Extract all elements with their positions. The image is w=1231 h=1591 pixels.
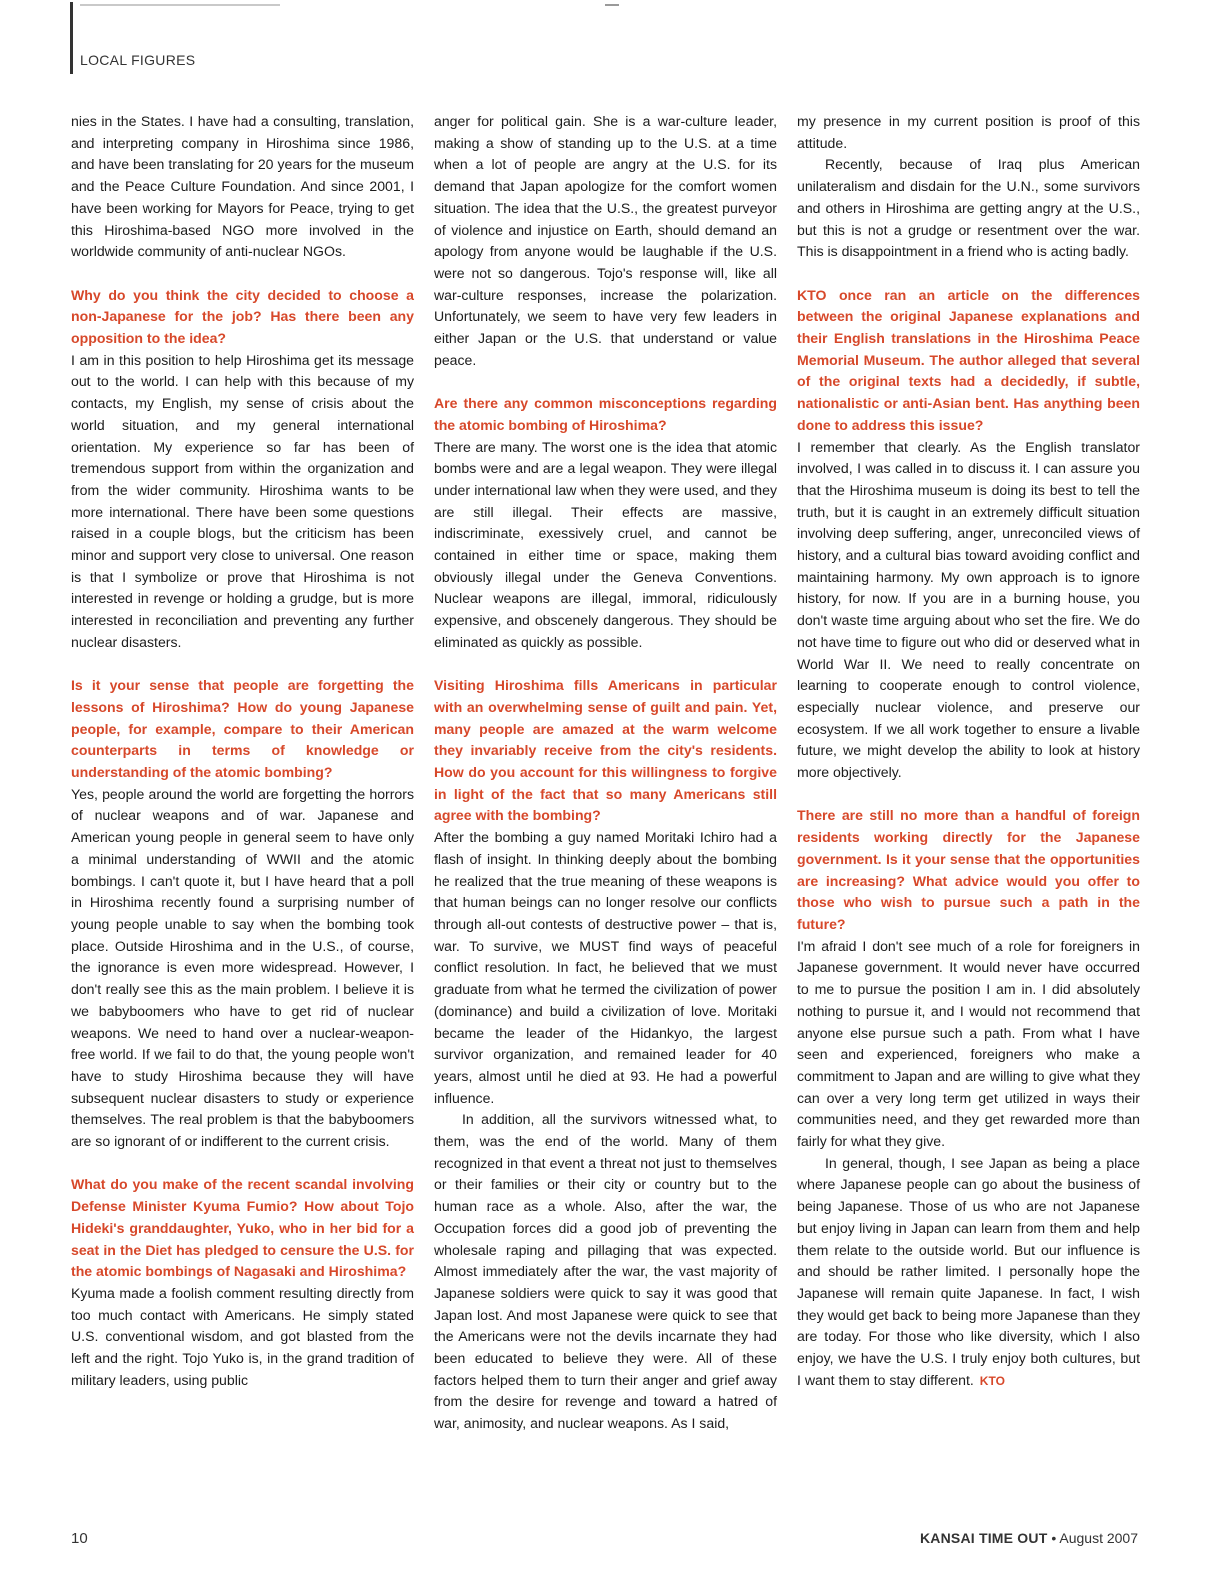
issue-date: August 2007 — [1059, 1530, 1138, 1546]
paragraph: anger for political gain. She is a war-culture leader, making a show of standing up to the U.S. at a time when a lot of people are angry at the U.S. for its demand that Japan apologize for the comfort women situation. The idea that the U.S., the greatest purveyor of violence and injustice on Earth, should demand an apology from anyone would be laughable if the U.S. were not so dangerous. Tojo's response will, like all war-culture responses, increase the polarization. Unfortunately, we seem to have very few leaders in either Japan or the U.S. that understand or value peace. — [434, 113, 777, 368]
interview-answer: After the bombing a guy named Moritaki Ichiro had a flash of insight. In thinking deeply about the bombing he realized that the true meaning of these weapons is that human beings can no longer resolve our conflicts through all-out contests of destructive power – that is, war. To survive, we MUST find ways of peaceful conflict resolution. In fact, he believed that we must graduate from what he termed the civilization of power (dominance) and build a civilization of love. Moritaki became the leader of the Hidankyo, the largest survivor organization, and remained leader for 40 years, almost until he died at 93. He had a powerful influence. — [434, 829, 777, 1106]
top-rule — [80, 4, 280, 6]
paragraph: my presence in my current position is proof of this attitude. — [797, 113, 1140, 151]
interview-answer: I'm afraid I don't see much of a role for foreigners in Japanese government. It would never have occurred to me to pursue the position I am in. I did absolutely nothing to pursue it, and I would not recommend that anyone else pursue such a path. From what I have seen and experienced, foreigners who make a commitment to Japan and are willing to give what they can over a very long term get utilized in ways their communities need, and they get rewarded more than fairly for what they give. — [797, 937, 1140, 1150]
interview-answer: Yes, people around the world are forgetting the horrors of nuclear weapons and of war. Japanese and American young people in general seem to have only a minimal understanding of WWII and the atomic bombings. I can't quote it, but I have heard that a poll in Hiroshima recently found a surprising number of young people unable to say when the bombing took place. Outside Hiroshima and in the U.S., of course, the ignorance is even more widespread. However, I don't really see this as the main problem. I believe it is we babyboomers who have to get rid of nuclear weapons. We need to hand over a nuclear-weapon-free world. If we fail to do that, the young people won't have to study Hiroshima because they will have subsequent nuclear disasters to study or experience themselves. The real problem is that the babyboomers are so ignorant of or indifferent to the current crisis. — [71, 785, 414, 1150]
interview-question: What do you make of the recent scandal involving Defense Minister Kyuma Fumio? How about Tojo Hideki's granddaughter, Yuko, who in her bid for a seat in the Diet has pledged to censure the U.S. for the atomic bombings of Nagasaki and Hiroshima? — [71, 1176, 414, 1280]
top-center-mark — [605, 4, 619, 6]
interview-answer: I remember that clearly. As the English translator involved, I was called in to discuss it. I can assure you that the Hiroshima museum is doing its best to tell the truth, but it is caught in an extremely difficult situation involving deep suffering, anger, unreconciled views of history, and a cultural bias toward avoiding conflict and maintaining harmony. My own approach is to ignore history, for now. If you are in a burning house, you don't waste time arguing about who set the fire. We do not have time to figure out who did or deserved what in World War II. We need to really concentrate on learning to cooperate enough to control violence, especially nuclear violence, and preserve our ecosystem. If we all work together to ensure a livable future, we might develop the ability to look at history more objectively. — [797, 438, 1140, 781]
interview-question: KTO once ran an article on the differences between the original Japanese explanations and their English translations in the Hiroshima Peace Memorial Museum. The author alleged that several of the original texts had a decidedly, if subtle, nationalistic or anti-Asian bent. Has anything been done to address this issue? — [797, 286, 1140, 433]
interview-question: There are still no more than a handful of foreign residents working directly for the Japanese government. Is it your sense that the opportunities are increasing? What advice would you offer to those who wish to pursue such a path in the future? — [797, 807, 1140, 932]
interview-answer: Kyuma made a foolish comment resulting directly from too much contact with Americans. He simply stated U.S. conventional wisdom, and got blasted from the left and the right. Tojo Yuko is, in the grand tradition of military leaders, using public — [71, 1284, 414, 1388]
interview-answer: In addition, all the survivors witnessed what, to them, was the end of the world. Many of them recognized in that event a threat not just to themselves or their families or their city or country but to the human race as a whole. Also, after the war, the Occupation forces did a good job of preventing the wholesale raping and pillaging that was expected. Almost immediately after the war, the vast majority of Japanese soldiers were quick to say it was good that Japan lost. And most Japanese were quick to see that the Americans were not the devils incarnate they had been educated to believe they were. All of these factors helped them to turn their anger and grief away from the desire for revenge and toward a hatred of war, animosity, and nuclear weapons. As I said, — [434, 1111, 777, 1432]
kto-signoff: KTO — [979, 1373, 1005, 1388]
publication-name: KANSAI TIME OUT — [920, 1530, 1048, 1546]
interview-question: Why do you think the city decided to choose a non-Japanese for the job? Has there been any opposition to the idea? — [71, 286, 414, 347]
interview-answer: I am in this position to help Hiroshima get its message out to the world. I can help with this because of my contacts, my English, my sense of crisis about the world situation, and my general international orientation. My experience so far has been of tremendous support from within the organization and from the wider community. Hiroshima wants to be more international. There have been some questions raised in a couple blogs, but the criticism has been minor and support very close to universal. One reason is that I symbolize or prove that Hiroshima is not interested in revenge or holding a grudge, but is more interested in reconciliation and preventing any further nuclear disasters. — [71, 351, 414, 650]
section-marker-bar — [70, 2, 73, 74]
paragraph: nies in the States. I have had a consulting, translation, and interpreting company in Hiroshima since 1986, and have been translating for 20 years for the museum and the Peace Culture Foundation. And since 2001, I have been working for Mayors for Peace, trying to get this Hiroshima-based NGO more involved in the worldwide community of anti-nuclear NGOs. — [71, 113, 414, 260]
footer-publication — [920, 1530, 1138, 1546]
section-label: LOCAL FIGURES — [80, 52, 196, 68]
column-1 — [71, 111, 414, 1391]
interview-answer: There are many. The worst one is the idea that atomic bombs were and are a legal weapon. They were illegal under international law when they were used, and they are still illegal. Their effects are massive, indiscriminate, exessively cruel, and cannot be contained in either time or space, making them obviously illegal under the Geneva Conventions. Nuclear weapons are illegal, immoral, ridiculously expensive, and obscenely dangerous. They should be eliminated as quickly as possible. — [434, 438, 777, 650]
footer-separator: • — [1047, 1530, 1060, 1546]
interview-question: Are there any common misconceptions regarding the atomic bombing of Hiroshima? — [434, 395, 777, 433]
column-2 — [434, 111, 777, 1435]
column-3 — [797, 111, 1140, 1392]
page-number: 10 — [71, 1530, 88, 1547]
interview-answer — [797, 1153, 1140, 1393]
interview-question: Is it your sense that people are forgetting the lessons of Hiroshima? How do young Japanese people, for example, compare to their American counterparts in terms of knowledge or understanding of the atomic bombing? — [71, 677, 414, 781]
closing-paragraph-text: In general, though, I see Japan as being a place where Japanese people can go about the business of being Japanese. Those of us who are not Japanese but enjoy living in Japan can learn from them and help them relate to the outside world. But our influence is and should be rather limited. I personally hope the Japanese will remain quite Japanese. In fact, I wish they would get back to being more Japanese than they are today. For those who like diversity, which I also enjoy, we have the U.S. I truly enjoy both cultures, but I want them to stay different. — [797, 1154, 1140, 1388]
interview-question: Visiting Hiroshima fills Americans in particular with an overwhelming sense of guilt and pain. Yet, many people are amazed at the warm welcome they invariably receive from the city's residents. How do you account for this willingness to forgive in light of the fact that so many Americans still agree with the bombing? — [434, 677, 777, 824]
paragraph: Recently, because of Iraq plus American unilateralism and disdain for the U.N., some survivors and others in Hiroshima are getting angry at the U.S., but this is not a grudge or resentment over the war. This is disappointment in a friend who is acting badly. — [797, 156, 1140, 260]
